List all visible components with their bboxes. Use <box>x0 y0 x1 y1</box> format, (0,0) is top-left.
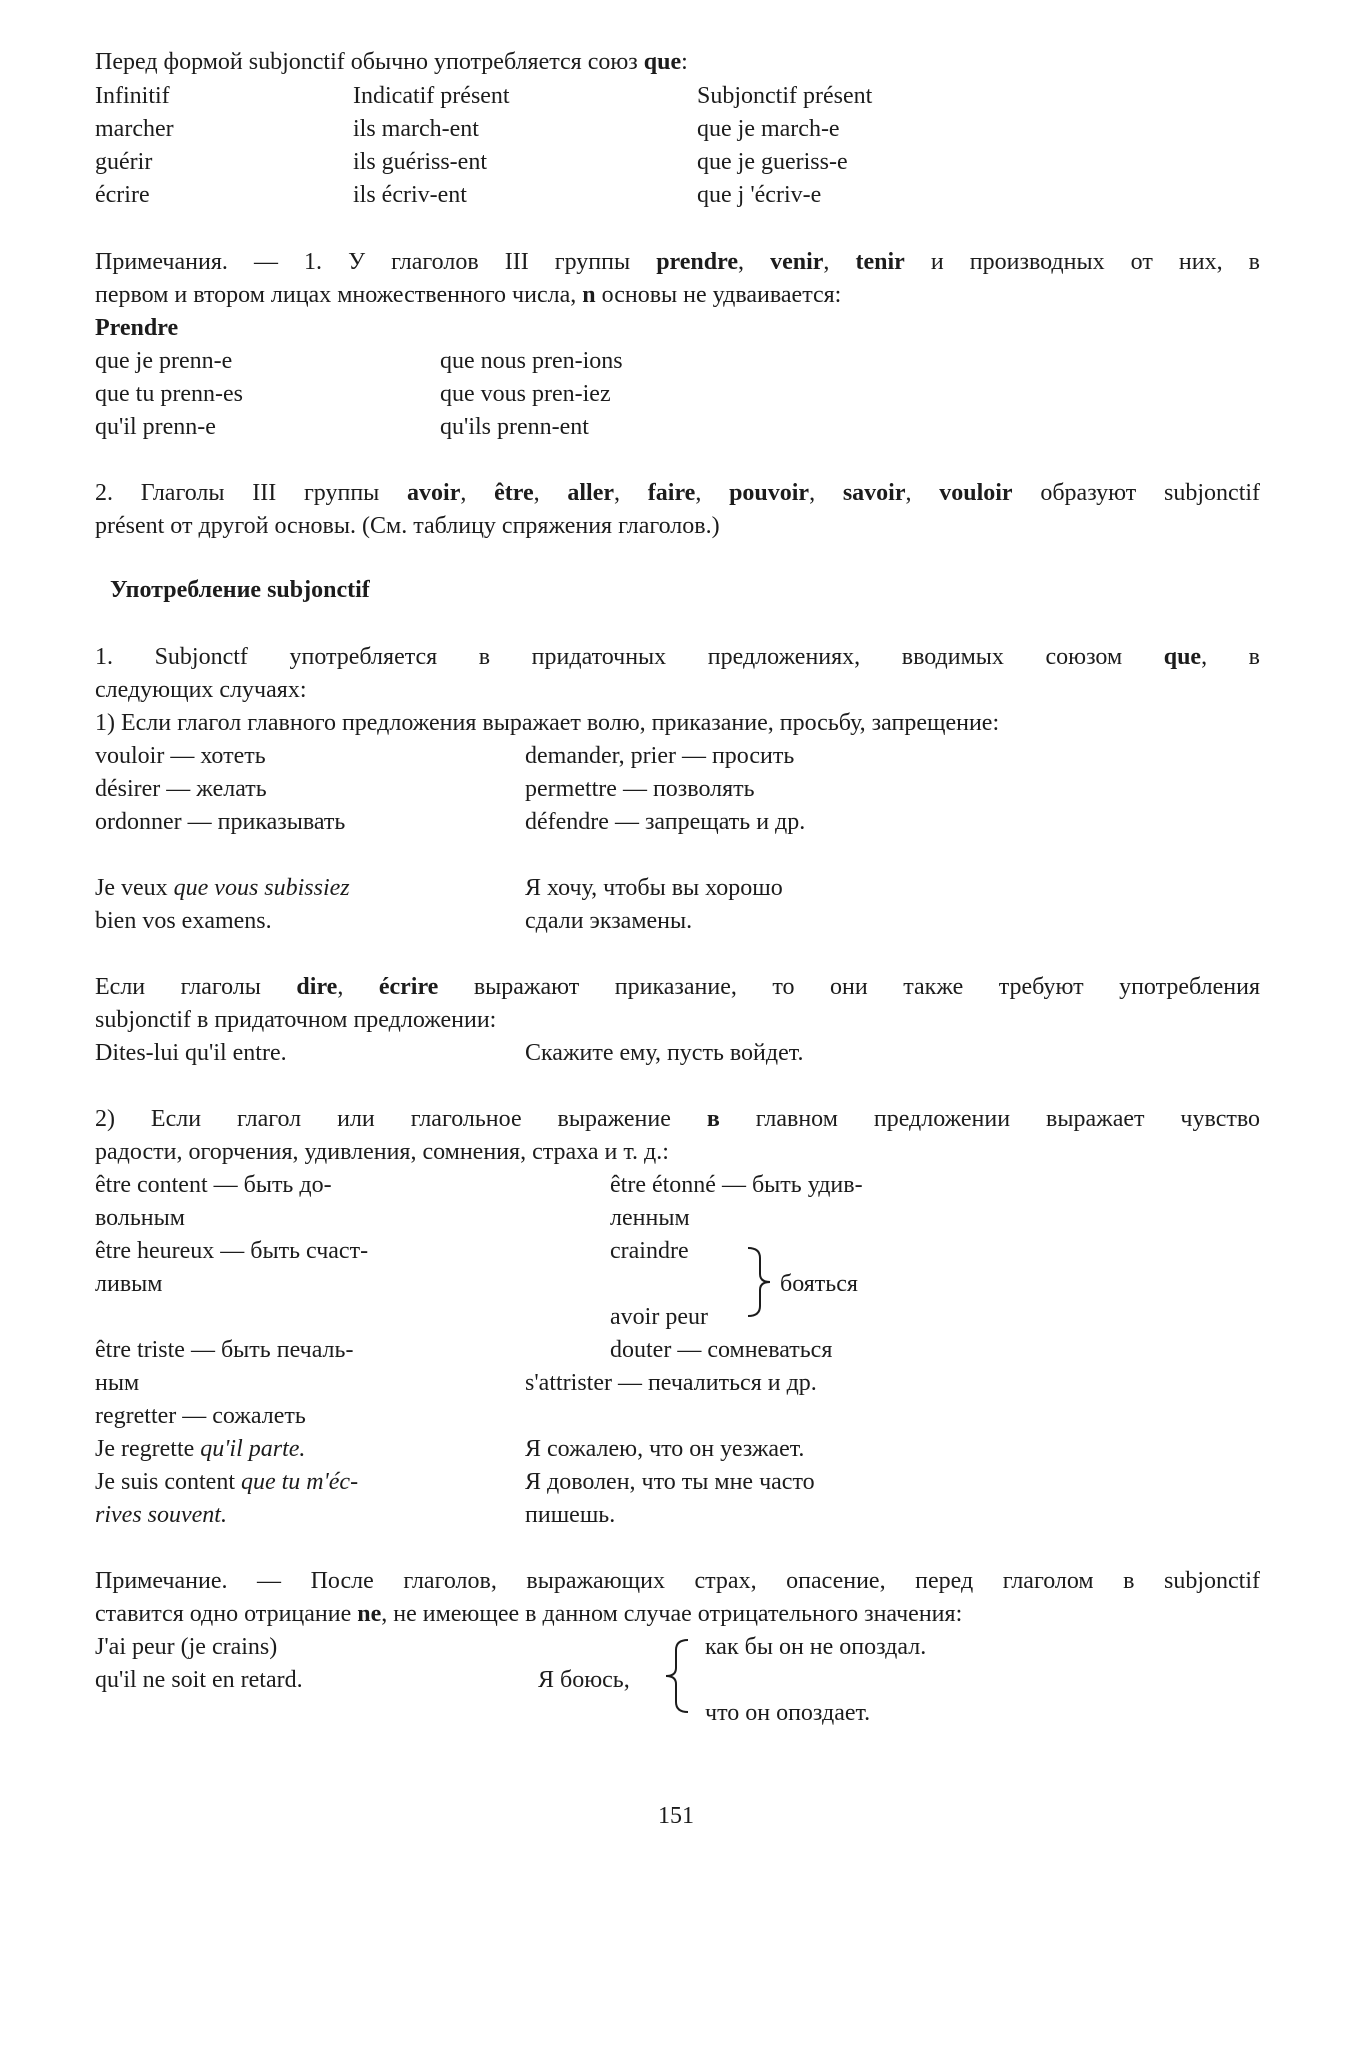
dire-line1: Если глаголы dire, écrire выражают приказание, то они также требуют употребления <box>95 974 1260 1000</box>
table-cell: écrire <box>95 182 150 208</box>
note1-line1: Примечания. — 1. У глаголов III группы prendre, venir, tenir и производных от них, в <box>95 249 1261 275</box>
verb-pair: ordonner — приказывать <box>95 809 346 835</box>
note2-line1: 2. Глаголы III группы avoir, être, aller, faire, pouvoir, savoir, vouloir образуют subjonctif <box>95 480 1261 506</box>
verb-pair: permettre — позволять <box>525 776 755 802</box>
verb-title-prendre: Prendre <box>95 315 179 341</box>
note2-line2: présent от другой основы. (См. таблицу спряжения глаголов.) <box>95 513 720 539</box>
note3-line1: Примечание. — После глаголов, выражающих страх, опасение, перед глаголом в subjonctif <box>95 1568 1260 1594</box>
table-cell: ils march-ent <box>353 116 479 142</box>
verb-avoir-peur: avoir peur <box>610 1304 708 1330</box>
prendre-form: que vous pren-iez <box>440 381 611 407</box>
prendre-form: que tu prenn-es <box>95 381 243 407</box>
table-cell: ils guériss-ent <box>353 149 487 175</box>
prendre-form: qu'il prenn-e <box>95 414 216 440</box>
dire-line2: subjonctif в придаточном предложении: <box>95 1007 497 1033</box>
verb-pair: désirer — желать <box>95 776 267 802</box>
verb-pair: regretter — сожалеть <box>95 1403 306 1429</box>
example-fr: bien vos examens. <box>95 908 272 934</box>
verb-pair: défendre — запрещать и др. <box>525 809 806 835</box>
example-ru: Я хочу, чтобы вы хорошо <box>525 875 783 901</box>
example-fr: Je regrette qu'il parte. <box>95 1436 306 1462</box>
example-fr: rives souvent. <box>95 1502 227 1528</box>
example-ru: пишешь. <box>525 1502 616 1528</box>
usage2-line1: 2) Если глагол или глагольное выражение в главном предложении выражает чувство <box>95 1106 1260 1132</box>
page-number: 151 <box>658 1803 694 1829</box>
verb-pair: вольным <box>95 1205 185 1231</box>
col-header-indicatif: Indicatif présent <box>353 83 510 109</box>
intro-line: Перед формой subjonctif обычно употребляется союз que: <box>95 49 688 75</box>
verb-pair: ным <box>95 1370 140 1396</box>
table-cell: ils écriv-ent <box>353 182 467 208</box>
example-ru: как бы он не опоздал. <box>705 1634 927 1660</box>
verb-pair: être content — быть до- <box>95 1172 332 1198</box>
example-fr: Dites-lui qu'il entre. <box>95 1040 287 1066</box>
example-fr: qu'il ne soit en retard. <box>95 1667 303 1693</box>
example-fr: Je veux que vous subissiez <box>95 875 350 901</box>
table-cell: guérir <box>95 149 153 175</box>
verb-bojatsja: бояться <box>780 1271 858 1297</box>
note3-line2: ставится одно отрицание ne, не имеющее в данном случае отрицательного значения: <box>95 1601 963 1627</box>
verb-pair: être triste — быть печаль- <box>95 1337 354 1363</box>
example-ru: Скажите ему, пусть войдет. <box>525 1040 804 1066</box>
verb-craindre: craindre <box>610 1238 689 1264</box>
col-header-subjonctif: Subjonctif présent <box>697 83 873 109</box>
verb-pair: vouloir — хотеть <box>95 743 266 769</box>
usage2-line2: радости, огорчения, удивления, сомнения, страха и т. д.: <box>95 1139 669 1165</box>
example-fr: Je suis content que tu m'éc- <box>95 1469 359 1495</box>
example-ru: Я доволен, что ты мне часто <box>525 1469 815 1495</box>
usage1-line3: 1) Если глагол главного предложения выражает волю, приказание, просьбу, запрещение: <box>95 710 1000 736</box>
right-brace-icon <box>746 1246 776 1318</box>
verb-pair: douter — сомневаться <box>610 1337 833 1363</box>
example-fr: J'ai peur (je crains) <box>95 1634 278 1660</box>
prendre-form: qu'ils prenn-ent <box>440 414 589 440</box>
verb-pair: demander, prier — просить <box>525 743 795 769</box>
verb-pair: être étonné — быть удив- <box>610 1172 863 1198</box>
verb-pair: être heureux — быть счаст- <box>95 1238 369 1264</box>
table-cell: marcher <box>95 116 174 142</box>
verb-pair: s'attrister — печалиться и др. <box>525 1370 817 1396</box>
verb-pair: ленным <box>610 1205 690 1231</box>
verb-pair: ливым <box>95 1271 163 1297</box>
example-ru: сдали экзамены. <box>525 908 693 934</box>
usage1-line1: 1. Subjonctf употребляется в придаточных предложениях, вводимых союзом que, в <box>95 644 1260 670</box>
left-brace-icon <box>664 1638 690 1714</box>
col-header-infinitif: Infinitif <box>95 83 170 109</box>
example-ru-lead: Я боюсь, <box>538 1667 630 1693</box>
table-cell: que j 'écriv-e <box>697 182 822 208</box>
note1-line2: первом и втором лицах множественного числа, n основы не удваивается: <box>95 282 842 308</box>
example-ru: Я сожалею, что он уезжает. <box>525 1436 805 1462</box>
section-title: Употребление subjonctif <box>110 577 370 603</box>
prendre-form: que je prenn-e <box>95 348 233 374</box>
example-ru: что он опоздает. <box>705 1700 871 1726</box>
usage1-line2: следующих случаях: <box>95 677 307 703</box>
table-cell: que je gueriss-e <box>697 149 848 175</box>
table-cell: que je march-e <box>697 116 840 142</box>
prendre-form: que nous pren-ions <box>440 348 623 374</box>
